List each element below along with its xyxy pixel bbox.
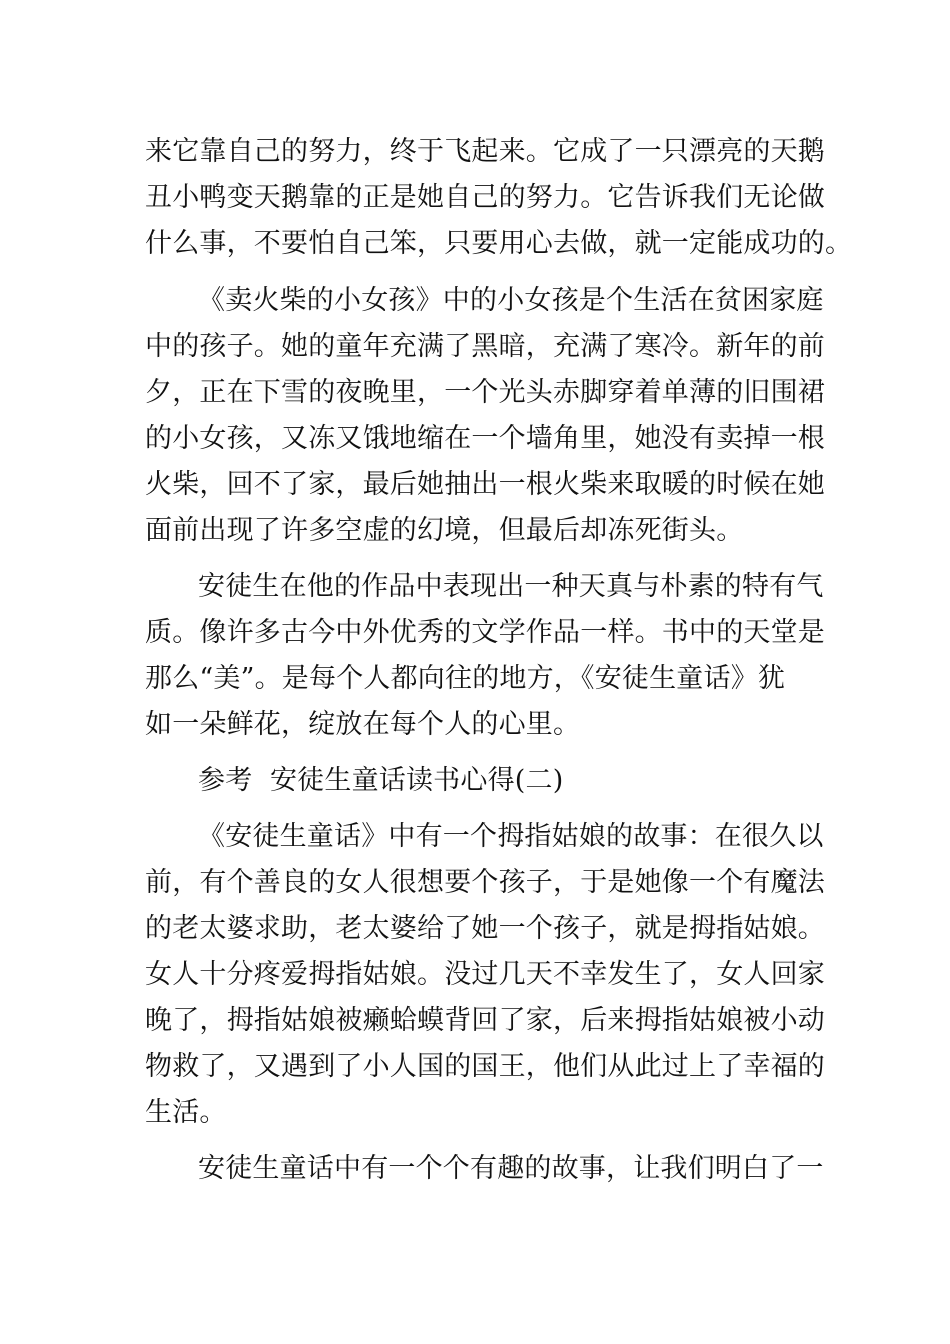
text-line-15: 《安徒生童话》中有一个拇指姑娘的故事：在很久以 — [198, 821, 824, 852]
text-line-22: 安徒生童话中有一个个有趣的故事，让我们明白了一 — [198, 1153, 824, 1184]
text-line-7: 的小女孩，又冻又饿地缩在一个墙角里，她没有卖掉一根 — [145, 423, 825, 454]
text-line-19: 晚了，拇指姑娘被癞蛤蟆背回了家，后来拇指姑娘被小动 — [145, 1005, 825, 1036]
text-line-9: 面前出现了许多空虚的幻境，但最后却冻死街头。 — [145, 515, 744, 546]
text-line-21: 生活。 — [145, 1097, 227, 1128]
text-line-11: 质。像许多古今中外优秀的文学作品一样。书中的天堂是 — [145, 617, 825, 648]
section-heading: 参考 安徒生童话读书心得(二) — [198, 765, 564, 796]
text-line-17: 的老太婆求助，老太婆给了她一个孩子，就是拇指姑娘。 — [145, 913, 825, 944]
text-line-16: 前，有个善良的女人很想要个孩子，于是她像一个有魔法 — [145, 867, 825, 898]
text-line-6: 夕，正在下雪的夜晚里，一个光头赤脚穿着单薄的旧围裙 — [145, 377, 825, 408]
text-line-18: 女人十分疼爱拇指姑娘。没过几天不幸发生了，女人回家 — [145, 959, 825, 990]
text-line-8: 火柴，回不了家，最后她抽出一根火柴来取暖的时候在她 — [145, 469, 825, 500]
text-line-1: 来它靠自己的努力，终于飞起来。它成了一只漂亮的天鹅 — [145, 136, 825, 167]
text-line-3: 什么事，不要怕自己笨，只要用心去做，就一定能成功的。 — [145, 228, 853, 259]
text-line-13: 如一朵鲜花，绽放在每个人的心里。 — [145, 709, 581, 740]
text-line-12: 那么“美”。是每个人都向往的地方，《安徒生童话》犹 — [145, 663, 786, 694]
text-line-10: 安徒生在他的作品中表现出一种天真与朴素的特有气 — [198, 571, 824, 602]
text-line-20: 物救了，又遇到了小人国的国王，他们从此过上了幸福的 — [145, 1051, 825, 1082]
text-line-5: 中的孩子。她的童年充满了黑暗，充满了寒冷。新年的前 — [145, 331, 825, 362]
text-line-4: 《卖火柴的小女孩》中的小女孩是个生活在贫困家庭 — [198, 285, 824, 316]
text-line-2: 丑小鸭变天鹅靠的正是她自己的努力。它告诉我们无论做 — [145, 182, 825, 213]
